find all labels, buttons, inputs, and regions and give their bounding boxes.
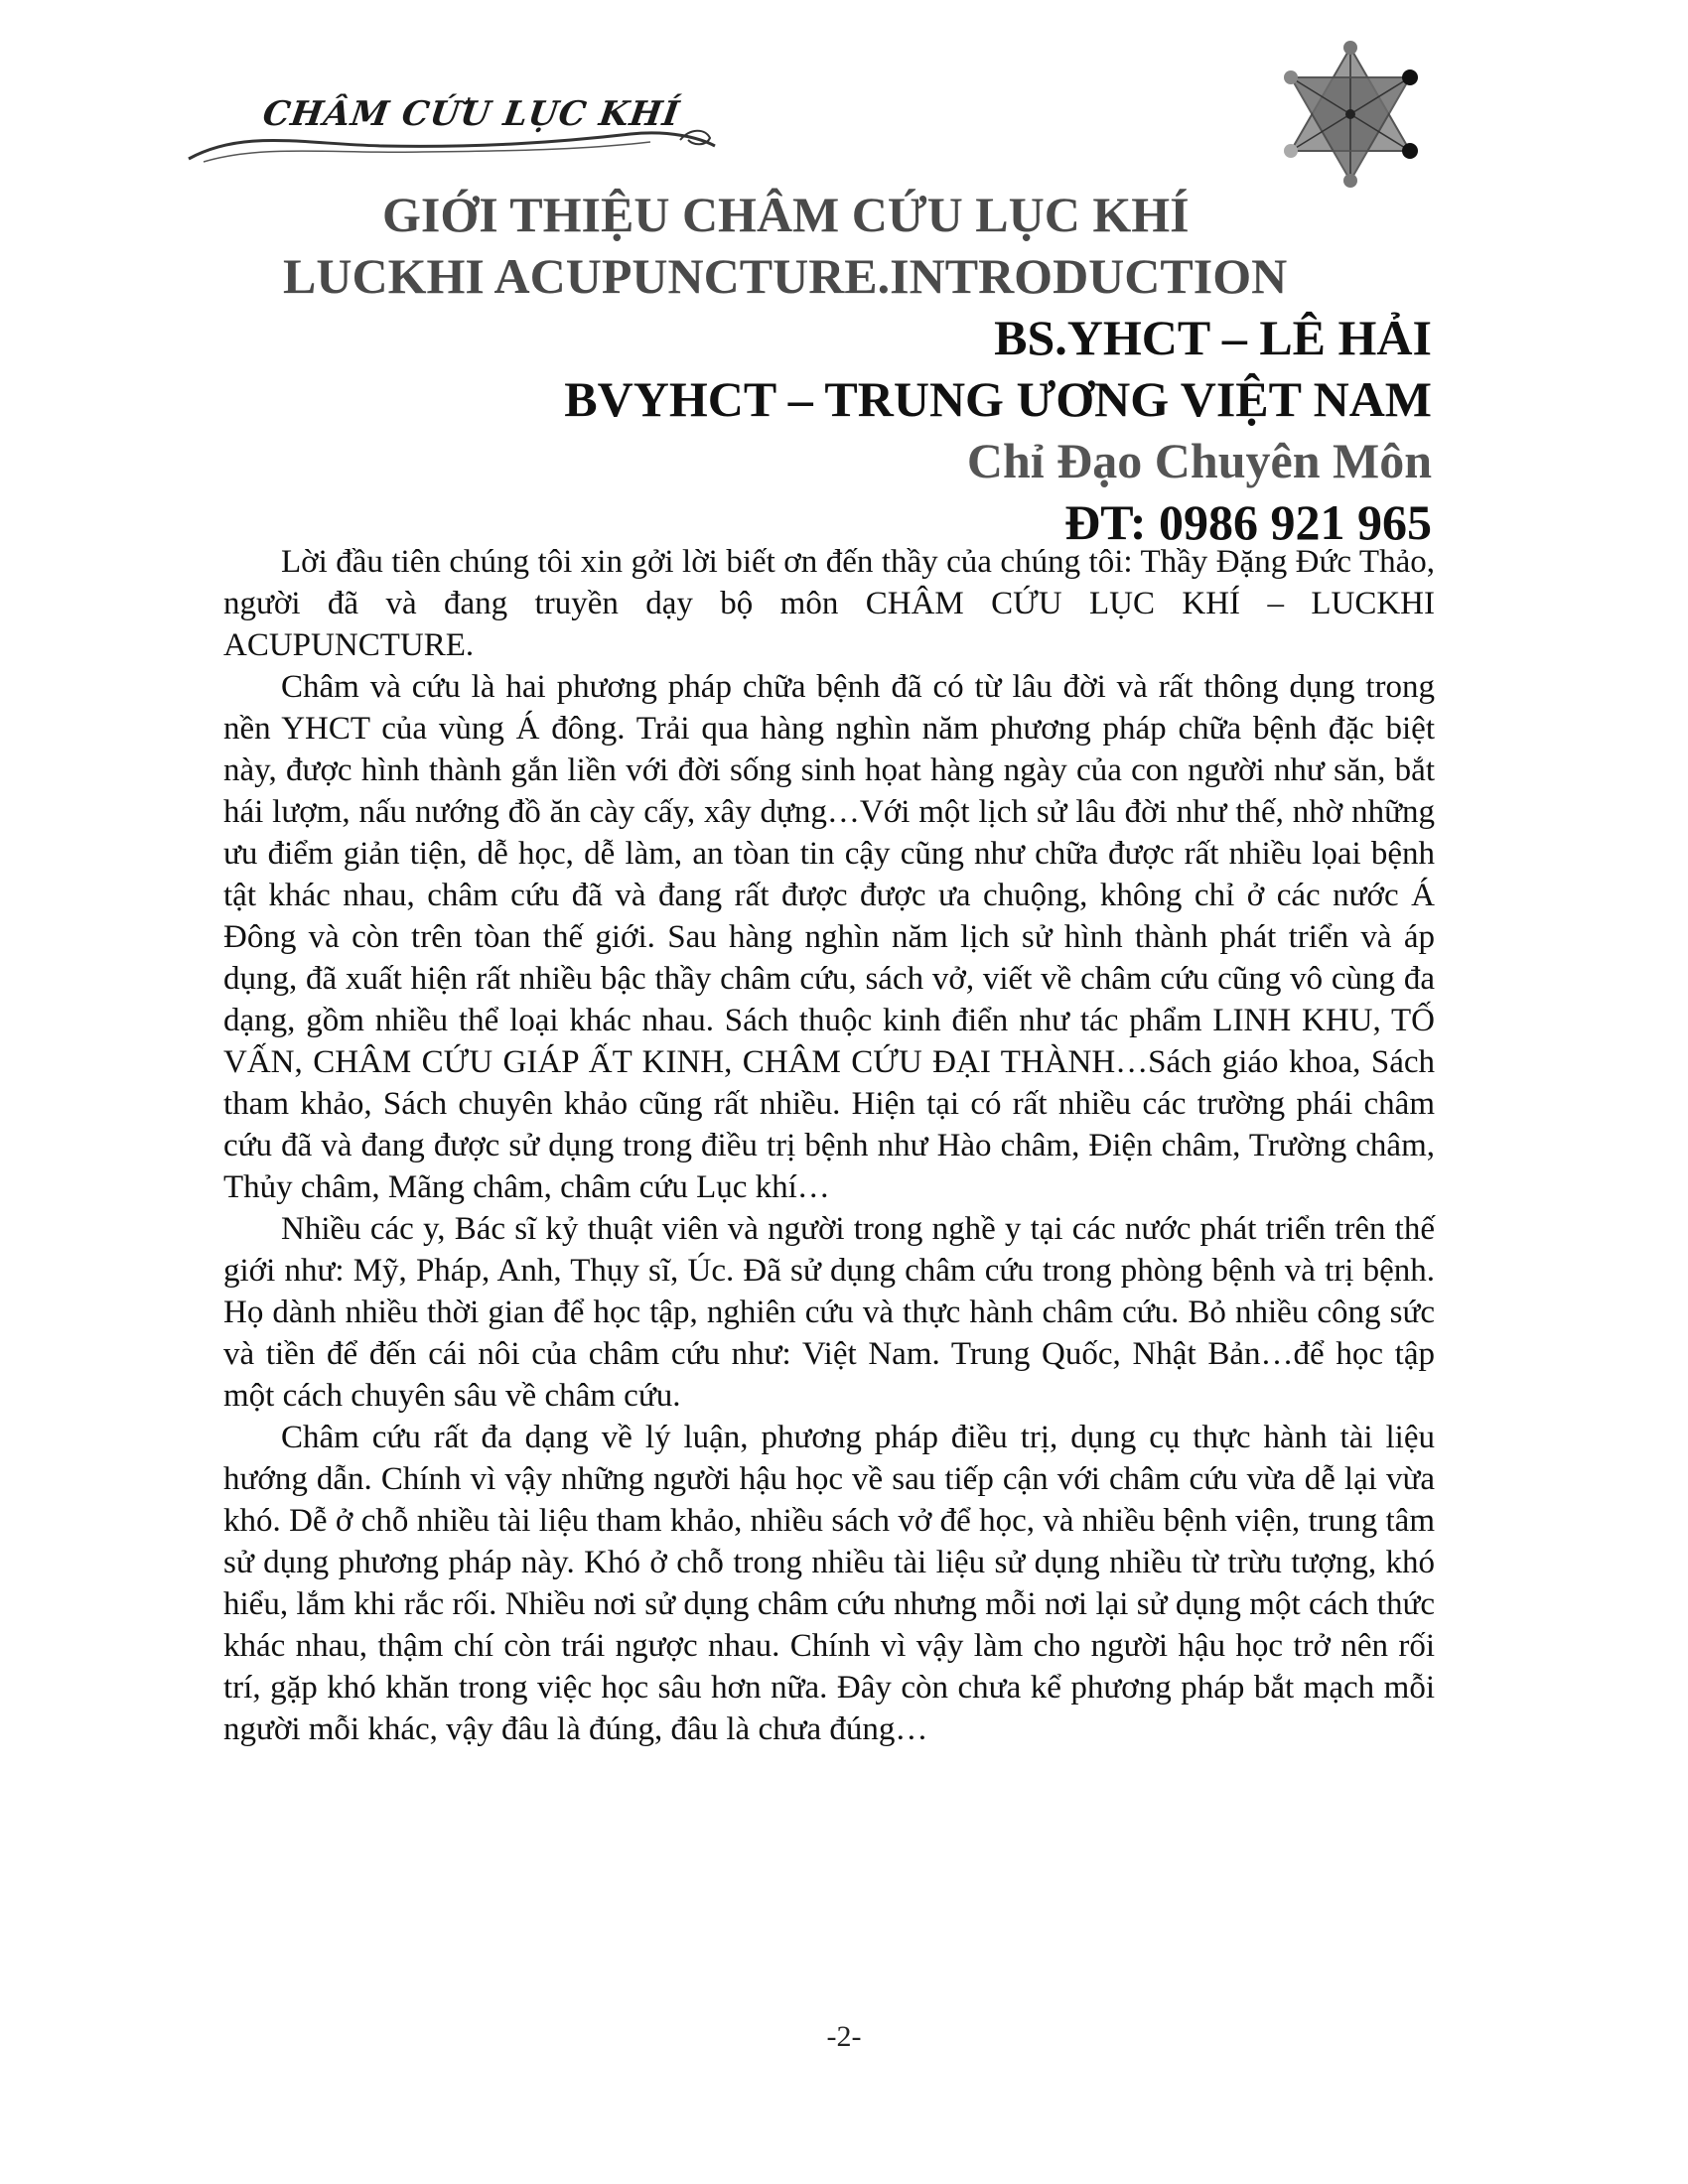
body-text (223, 541, 1435, 1750)
paragraph: Nhiều các y, Bác sĩ kỷ thuật viên và người trong nghề y tại các nước phát triển trên thế giới như: Mỹ, Pháp, Anh, Thụy sĩ, Úc. Đã sử dụng châm cứu trong phòng bệnh và trị bệnh. Họ dành nhiều thời gian để học tập, nghiên cứu và thực hành châm cứu. Bỏ nhiều công sức và tiền để đến cái nôi của châm cứu như: Việt Nam. Trung Quốc, Nhật Bản…để học tập một cách chuyên sâu về châm cứu. (223, 1211, 1435, 1414)
header-logo (184, 94, 720, 164)
document-title-block (0, 184, 1688, 553)
paragraph: Châm và cứu là hai phương pháp chữa bệnh đã có từ lâu đời và rất thông dụng trong nền YHCT của vùng Á đông. Trải qua hàng nghìn năm phương pháp chữa bệnh đặc biệt này, được hình thành gắn liền với đời sống sinh họat hàng ngày của con người như săn, bắt hái lượm, nấu nướng đồ ăn cày cấy, xây dựng…Với một lịch sử lâu đời như thế, nhờ những ưu điểm giản tiện, dễ học, dễ làm, an tòan tin cậy cũng như chữa được rất nhiều lọai bệnh tật khác nhau, châm cứu đã và đang rất được được ưa chuộng, không chỉ ở các nước Á Đông và còn trên tòan thế giới. Sau hàng nghìn năm lịch sử hình thành phát triển và áp dụng, đã xuất hiện rất nhiều bậc thầy châm cứu, sách vở, viết về châm cứu cũng vô cùng đa dạng, gồm nhiều thể loại khác nhau. Sách thuộc kinh điển như tác phẩm LINH KHU, TỐ VẤN, CHÂM CỨU GIÁP ẤT KINH, CHÂM CỨU ĐẠI THÀNH…Sách giáo khoa, Sách tham khảo, Sách chuyên khảo cũng rất nhiều. Hiện tại có rất nhiều các trường phái châm cứu đã và đang được sử dụng trong điều trị bệnh như Hào châm, Điện châm, Trường châm, Thủy châm, Mãng châm, châm cứu Lục khí… (223, 669, 1435, 1205)
star-of-david-network-icon (1276, 40, 1425, 189)
title-vietnamese: GIỚI THIỆU CHÂM CỨU LỤC KHÍ (382, 187, 1190, 242)
author-hospital: BVYHCT – TRUNG ƯƠNG VIỆT NAM (564, 371, 1432, 427)
paragraph: Lời đầu tiên chúng tôi xin gởi lời biết ơn đến thầy của chúng tôi: Thầy Đặng Đức Thảo, người đã và đang truyền dạy bộ môn CHÂM CỨU LỤC KHÍ – LUCKHI ACUPUNCTURE. (223, 544, 1435, 663)
paragraph: Châm cứu rất đa dạng về lý luận, phương pháp điều trị, dụng cụ thực hành tài liệu hướng dẫn. Chính vì vậy những người hậu học về sau tiếp cận với châm cứu vừa dễ lại vừa khó. Dễ ở chỗ nhiều tài liệu tham khảo, nhiều sách vở để học, và nhiều bệnh viện, trung tâm sử dụng phương pháp này. Khó ở chỗ trong nhiều tài liệu sử dụng nhiều từ trừu tượng, khó hiểu, lắm khi rắc rối. Nhiều nơi sử dụng châm cứu nhưng mỗi nơi lại sử dụng một cách thức khác nhau, thậm chí còn trái ngược nhau. Chính vì vậy làm cho người hậu học trở nên rối trí, gặp khó khăn trong việc học sâu hơn nữa. Đây còn chưa kể phương pháp bắt mạch mỗi người mỗi khác, vậy đâu là đúng, đâu là chưa đúng… (223, 1420, 1435, 1747)
header-logo-text: CHÂM CỨU LỤC KHÍ (260, 94, 683, 134)
author-name: BS.YHCT – LÊ HẢI (994, 310, 1432, 365)
page-number: -2- (826, 2020, 862, 2053)
title-english: LUCKHI ACUPUNCTURE.INTRODUCTION (283, 248, 1288, 304)
author-role: Chỉ Đạo Chuyên Môn (966, 433, 1432, 488)
author-phone: ĐT: 0986 921 965 (1064, 494, 1432, 550)
